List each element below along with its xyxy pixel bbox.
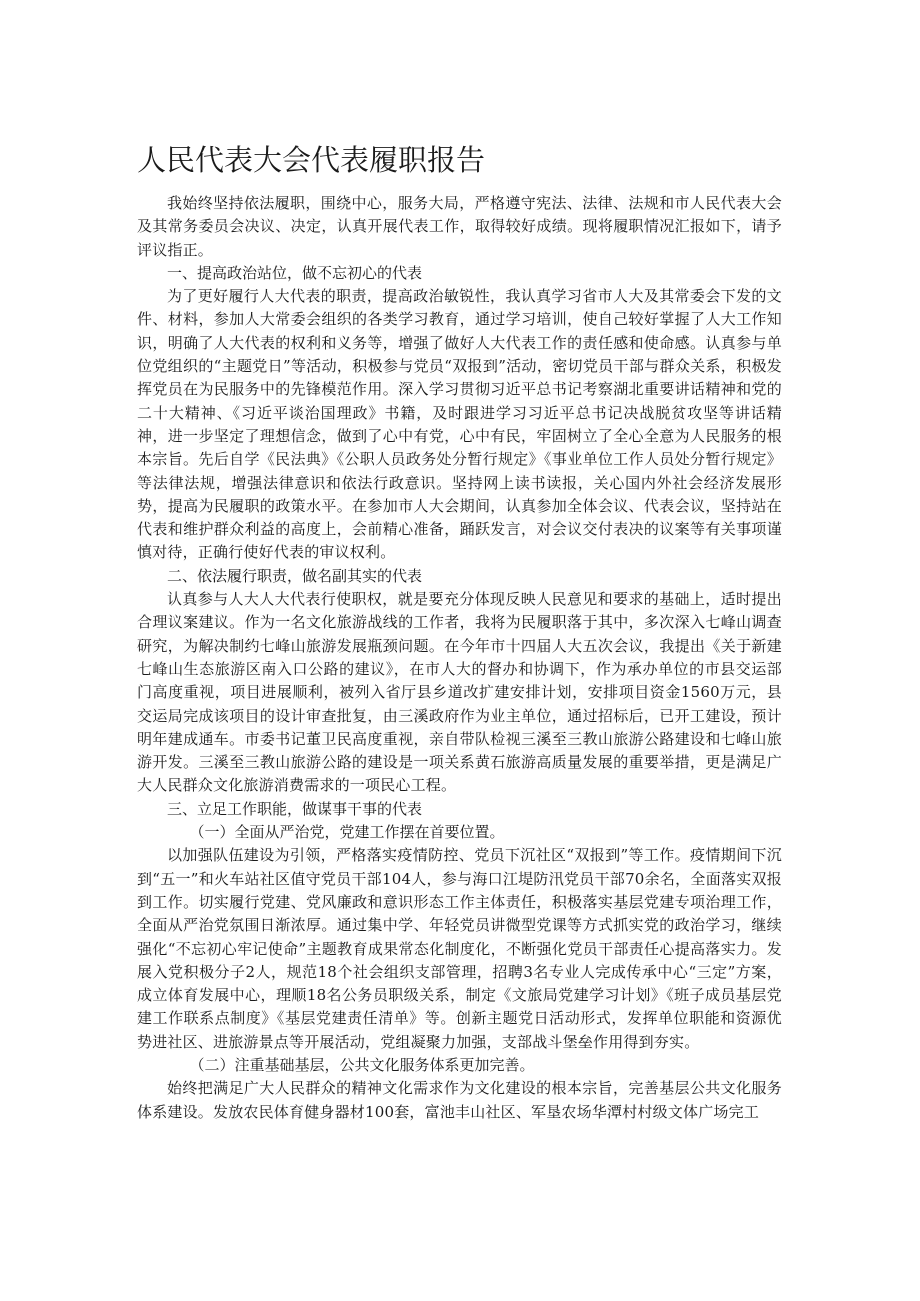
section-3-sub-1-paragraph: 以加强队伍建设为引领，严格落实疫情防控、党员下沉社区“双报到”等工作。疫情期间下沉到“五一”和火车站社区值守党员干部104人，参与海口江堤防汛党员干部70余名，全面落实双报到工作。切实履行党建、党风廉政和意识形态工作主体责任，积极落实基层党建专项治理工作，全面从严治党氛围日渐浓厚。通过集中学、年轻党员讲微型党课等方式抓实党的政治学习，继续强化“不忘初心牢记使命”主题教育成果常态化制度化，不断强化党员干部责任心提高落实力。发展入党积极分子2人，规范18个社会组织支部管理，招聘3名专业人完成传承中心“三定”方案，成立体育发展中心，理顺18名公务员职级关系，制定《文旅局党建学习计划》《班子成员基层党建工作联系点制度》《基层党建责任清单》等。创新主题党日活动形式，发挥单位职能和资源优势进社区、进旅游景点等开展活动，党组凝聚力加强，支部战斗堡垒作用得到夯实。 xyxy=(137,846,782,1051)
section-2-paragraph: 认真参与人大人大代表行使职权，就是要充分体现反映人民意见和要求的基础上，适时提出合理议案建议。作为一名文化旅游战线的工作者，我将为民履职落于其中，多次深入七峰山调查研究，为解决制约七峰山旅游发展瓶颈问题。在今年市十四届人大五次会议，我提出《关于新建七峰山生态旅游区南入口公路的建议》，在市人大的督办和协调下，作为承办单位的市县交运部门高度重视，项目进展顺利，被列入省厅县乡道改扩建安排计划，安排项目资金1560万元，县交运局完成该项目的设计审查批复，由三溪政府作为业主单位，通过招标后，已开工建设，预计明年建成通车。市委书记董卫民高度重视，亲自带队检视三溪至三教山旅游公路建设和七峰山旅游开发。三溪至三教山旅游公路的建设是一项关系黄石旅游高质量发展的重要举措，更是满足广大人民群众文化旅游消费需求的一项民心工程。 xyxy=(137,590,782,795)
document-title: 人民代表大会代表履职报告 xyxy=(137,143,486,177)
section-1-paragraph: 为了更好履行人大代表的职责，提高政治敏锐性，我认真学习省市人大及其常委会下发的文件、材料，参加人大常委会组织的各类学习教育，通过学习培训，使自己较好掌握了人大工作知识，明确了人大代表的权利和义务等，增强了做好人大代表工作的责任感和使命感。认真参与单位党组织的“主题党日”等活动，积极参与党员“双报到”活动，密切党员干部与群众关系，积极发挥党员在为民服务中的先锋模范作用。深入学习贯彻习近平总书记考察湖北重要讲话精神和党的二十大精神、《习近平谈治国理政》书籍，及时跟进学习习近平总书记决战脱贫攻坚等讲话精神，进一步坚定了理想信念，做到了心中有党，心中有民，牢固树立了全心全意为人民服务的根本宗旨。先后自学《民法典》《公职人员政务处分暂行规定》《事业单位工作人员处分暂行规定》等法律法规，增强法律意识和依法行政意识。坚持网上读书读报，关心国内外社会经济发展形势，提高为民履职的政策水平。在参加市人大会期间，认真参加全体会议、代表会议，坚持站在代表和维护群众利益的高度上，会前精心准备，踊跃发言，对会议交付表决的议案等有关事项谨慎对待，正确行使好代表的审议权利。 xyxy=(137,287,782,562)
document-page xyxy=(137,138,782,1124)
section-1-heading: 一、提高政治站位，做不忘初心的代表 xyxy=(167,263,423,282)
section-3-heading: 三、立足工作职能，做谋事干事的代表 xyxy=(167,799,423,818)
intro-paragraph: 我始终坚持依法履职，围绕中心，服务大局，严格遵守宪法、法律、法规和市人民代表大会及其常务委员会决议、决定，认真开展代表工作，取得较好成绩。现将履职情况汇报如下，请予评议指正。 xyxy=(137,194,782,259)
section-3-subheading-1: （一）全面从严治党，党建工作摆在首要位置。 xyxy=(189,823,505,842)
section-2-heading: 二、依法履行职责，做名副其实的代表 xyxy=(167,566,423,585)
section-3-sub-2-paragraph: 始终把满足广大人民群众的精神文化需求作为文化建设的根本宗旨，完善基层公共文化服务体系建设。发放农民体育健身器材100套，富池丰山社区、军垦农场华潭村村级文体广场完工 xyxy=(137,1079,782,1121)
section-3-subheading-2: （二）注重基础基层，公共文化服务体系更加完善。 xyxy=(189,1055,535,1074)
